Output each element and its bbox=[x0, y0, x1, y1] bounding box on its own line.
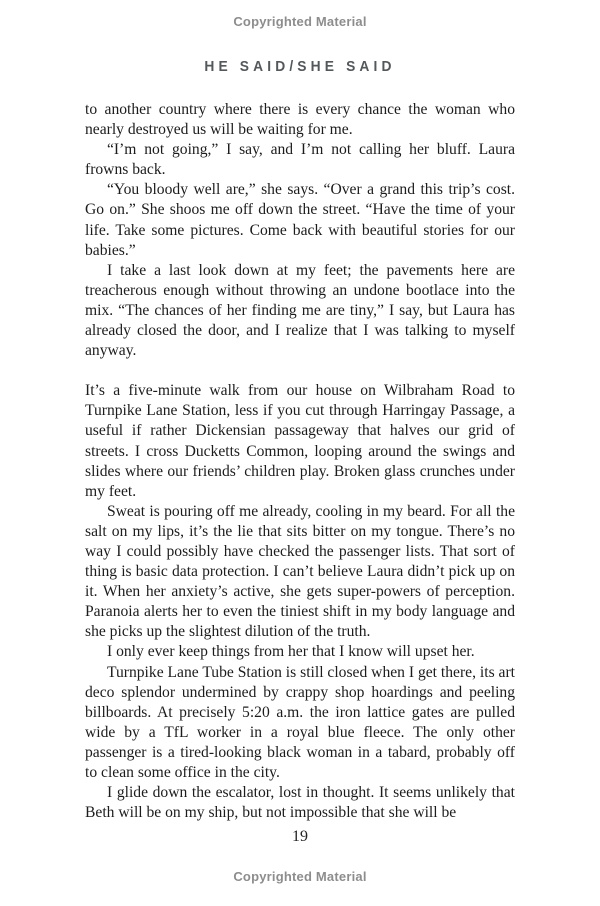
body-text-block bbox=[85, 100, 515, 823]
text-section bbox=[85, 100, 515, 361]
paragraph: “I’m not going,” I say, and I’m not calling her bluff. Laura frowns back. bbox=[85, 141, 515, 179]
paragraph: “You bloody well are,” she says. “Over a grand this trip’s cost. Go on.” She shoos me off down the street. “Have the time of your life. Take some pictures. Come back with beautiful stories for our babies.” bbox=[85, 181, 515, 259]
paragraph: I take a last look down at my feet; the pavements here are treacherous enough without throwing an undone bootlace into the mix. “The chances of her finding me are tiny,” I say, but Laura has already closed the door, and I realize that I was talking to myself anyway. bbox=[85, 261, 515, 360]
paragraph: I only ever keep things from her that I know will upset her. bbox=[107, 643, 475, 661]
paragraph: Turnpike Lane Tube Station is still closed when I get there, its art deco splendor undermined by crappy shop hoardings and peeling billboards. At precisely 5:20 a.m. the iron lattice gates are pulled wide by a TfL worker in a royal blue fleece. The only other passenger is a tired-looking black woman in a tabard, probably off to clean some office in the city. bbox=[85, 663, 515, 781]
paragraph: Sweat is pouring off me already, cooling in my beard. For all the salt on my lips, it’s the lie that sits bitter on my tongue. There’s no way I could possibly have checked the passenger lists. That sort of thing is basic data protection. I can’t believe Laura didn’t pick up on it. When her anxiety’s active, she gets super-powers of perception. Paranoia alerts her to even the tiniest shift in my body language and she picks up the slightest dilution of the truth. bbox=[85, 502, 515, 641]
copyright-notice-top: Copyrighted Material bbox=[233, 14, 367, 29]
paragraph: I glide down the escalator, lost in thought. It seems unlikely that Beth will be on my ship, but not impossible that she will be bbox=[85, 784, 515, 822]
page-number: 19 bbox=[292, 828, 308, 845]
text-section bbox=[85, 381, 515, 823]
running-head-book-title: HE SAID/SHE SAID bbox=[204, 58, 396, 75]
paragraph: to another country where there is every chance the woman who nearly destroyed us will be waiting for me. bbox=[85, 101, 515, 139]
copyright-notice-bottom: Copyrighted Material bbox=[233, 869, 367, 884]
paragraph: It’s a five-minute walk from our house on Wilbraham Road to Turnpike Lane Station, less if you cut through Harringay Passage, a useful if rather Dickensian passageway that halves our grid of streets. I cross Ducketts Common, looping around the swings and slides where our friends’ children play. Broken glass crunches under my feet. bbox=[85, 382, 515, 500]
